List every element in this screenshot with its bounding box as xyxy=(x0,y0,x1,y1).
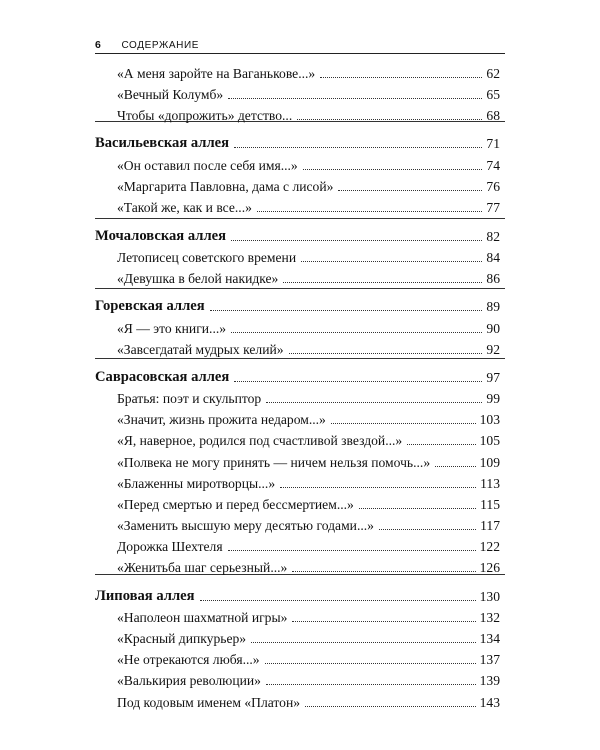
toc-entry[interactable] xyxy=(117,61,500,81)
dot-leader xyxy=(379,529,476,530)
section-divider xyxy=(95,288,505,289)
toc-entry[interactable] xyxy=(117,534,500,554)
toc-entry[interactable] xyxy=(117,407,500,427)
toc-entry-title: «Я — это книги...» xyxy=(117,321,227,337)
toc-entry[interactable] xyxy=(117,626,500,646)
toc-entry-page: 90 xyxy=(486,321,500,337)
toc-entry[interactable] xyxy=(117,82,500,102)
section-divider xyxy=(95,358,505,359)
toc-section[interactable] xyxy=(95,294,500,314)
page-number: 6 xyxy=(95,39,102,51)
toc-entry-page: 122 xyxy=(479,539,500,555)
toc-entry-title: Братья: поэт и скульптор xyxy=(117,391,262,407)
toc-entry[interactable] xyxy=(117,668,500,688)
dot-leader xyxy=(292,571,475,572)
toc-entry[interactable] xyxy=(117,471,500,491)
dot-leader xyxy=(266,402,482,403)
toc-entry[interactable] xyxy=(117,195,500,215)
toc-entry-title: Под кодовым именем «Платон» xyxy=(117,695,301,711)
dot-leader xyxy=(338,190,482,191)
toc-section[interactable] xyxy=(95,584,500,604)
running-head xyxy=(95,37,505,51)
dot-leader xyxy=(292,621,475,622)
toc-entry[interactable] xyxy=(117,266,500,286)
dot-leader xyxy=(280,487,476,488)
dot-leader xyxy=(228,98,482,99)
toc-entry-title: «Девушка в белой накидке» xyxy=(117,271,279,287)
toc-entry[interactable] xyxy=(117,605,500,625)
toc-entry-title: «Блаженны миротворцы...» xyxy=(117,476,276,492)
toc-entry[interactable] xyxy=(117,174,500,194)
toc-section-page: 71 xyxy=(486,136,500,152)
dot-leader xyxy=(435,466,475,467)
toc-entry-page: 62 xyxy=(486,66,500,82)
dot-leader xyxy=(251,642,476,643)
toc-entry-title: «Наполеон шахматной игры» xyxy=(117,610,288,626)
dot-leader xyxy=(289,353,483,354)
toc-section-page: 89 xyxy=(486,299,500,315)
toc-entry-page: 77 xyxy=(486,200,500,216)
toc-entry[interactable] xyxy=(117,492,500,512)
toc-entry-page: 105 xyxy=(479,433,500,449)
toc-entry[interactable] xyxy=(117,316,500,336)
toc-section-title: Саврасовская аллея xyxy=(95,369,230,386)
dot-leader xyxy=(257,211,483,212)
section-divider xyxy=(95,218,505,219)
running-title: СОДЕРЖАНИЕ xyxy=(121,40,199,51)
toc-entry-page: 113 xyxy=(480,476,500,492)
toc-entry[interactable] xyxy=(117,690,500,710)
toc-section[interactable] xyxy=(95,224,500,244)
dot-leader xyxy=(320,77,482,78)
toc-entry[interactable] xyxy=(117,450,500,470)
dot-leader xyxy=(228,550,476,551)
dot-leader xyxy=(265,663,476,664)
toc-entry-title: «Полвека не могу принять — ничем нельзя помочь...» xyxy=(117,455,431,471)
toc-entry-title: «Красный дипкурьер» xyxy=(117,631,247,647)
toc-entry-page: 92 xyxy=(486,342,500,358)
toc-entry-title: «Завсегдатай мудрых келий» xyxy=(117,342,284,358)
dot-leader xyxy=(407,444,475,445)
toc-entry-page: 117 xyxy=(480,518,500,534)
toc-entry-title: «Женитьба шаг серьезный...» xyxy=(117,560,288,576)
toc-entry-page: 134 xyxy=(479,631,500,647)
toc-entry-title: «Заменить высшую меру десятью годами...» xyxy=(117,518,374,534)
toc-entry-page: 115 xyxy=(480,497,500,513)
toc-entry-title: «Не отрекаются любя...» xyxy=(117,652,260,668)
toc-entry-page: 99 xyxy=(486,391,500,407)
dot-leader xyxy=(359,508,476,509)
dot-leader xyxy=(210,310,483,311)
toc-entry[interactable] xyxy=(117,555,500,575)
dot-leader xyxy=(234,381,482,382)
toc-entry[interactable] xyxy=(117,245,500,265)
toc-section-title: Липовая аллея xyxy=(95,588,195,605)
dot-leader xyxy=(283,282,482,283)
toc-entry-title: Дорожка Шехтеля xyxy=(117,539,223,555)
toc-entry[interactable] xyxy=(117,103,500,123)
toc-section-title: Васильевская аллея xyxy=(95,135,230,152)
toc-entry-page: 103 xyxy=(479,412,500,428)
dot-leader xyxy=(266,684,476,685)
toc-entry-title: «Значит, жизнь прожита недаром...» xyxy=(117,412,326,428)
toc-entry[interactable] xyxy=(117,513,500,533)
toc-section[interactable] xyxy=(95,131,500,151)
toc-section-page: 97 xyxy=(486,370,500,386)
dot-leader xyxy=(200,600,476,601)
dot-leader xyxy=(297,119,482,120)
toc-section-page: 130 xyxy=(479,589,500,605)
toc-entry-page: 68 xyxy=(486,108,500,124)
toc-section-title: Мочаловская аллея xyxy=(95,228,227,245)
toc-entry[interactable] xyxy=(117,647,500,667)
toc-entry-page: 84 xyxy=(486,250,500,266)
toc-entry[interactable] xyxy=(117,337,500,357)
toc-section-page: 82 xyxy=(486,229,500,245)
header-rule xyxy=(95,53,505,54)
toc-entry-title: Летописец советского времени xyxy=(117,250,297,266)
toc-entry[interactable] xyxy=(117,386,500,406)
toc-entry-title: «Маргарита Павловна, дама с лисой» xyxy=(117,179,334,195)
dot-leader xyxy=(231,240,482,241)
toc-entry-page: 74 xyxy=(486,158,500,174)
toc-entry-title: «А меня заройте на Ваганькове...» xyxy=(117,66,316,82)
toc-entry-title: «Вечный Колумб» xyxy=(117,87,224,103)
toc-entry-page: 139 xyxy=(479,673,500,689)
dot-leader xyxy=(331,423,476,424)
toc-entry-page: 143 xyxy=(479,695,500,711)
toc-entry-page: 137 xyxy=(479,652,500,668)
dot-leader xyxy=(305,706,476,707)
toc-entry-page: 126 xyxy=(479,560,500,576)
toc-entry[interactable] xyxy=(117,428,500,448)
toc-section[interactable] xyxy=(95,365,500,385)
toc-entry-title: «Валькирия революции» xyxy=(117,673,261,689)
toc-entry-title: «Такой же, как и все...» xyxy=(117,200,252,216)
dot-leader xyxy=(303,169,483,170)
toc-section-title: Горевская аллея xyxy=(95,298,205,315)
dot-leader xyxy=(234,147,482,148)
toc-entry-page: 76 xyxy=(486,179,500,195)
toc-entry-title: «Перед смертью и перед бессмертием...» xyxy=(117,497,354,513)
toc-entry[interactable] xyxy=(117,153,500,173)
toc-entry-page: 109 xyxy=(479,455,500,471)
dot-leader xyxy=(231,332,482,333)
toc-entry-title: «Он оставил после себя имя...» xyxy=(117,158,298,174)
toc-entry-page: 132 xyxy=(479,610,500,626)
dot-leader xyxy=(301,261,482,262)
toc-entry-page: 65 xyxy=(486,87,500,103)
toc-entry-title: Чтобы «допрожить» детство... xyxy=(117,108,293,124)
toc-entry-page: 86 xyxy=(486,271,500,287)
toc-entry-title: «Я, наверное, родился под счастливой звездой...» xyxy=(117,433,403,449)
